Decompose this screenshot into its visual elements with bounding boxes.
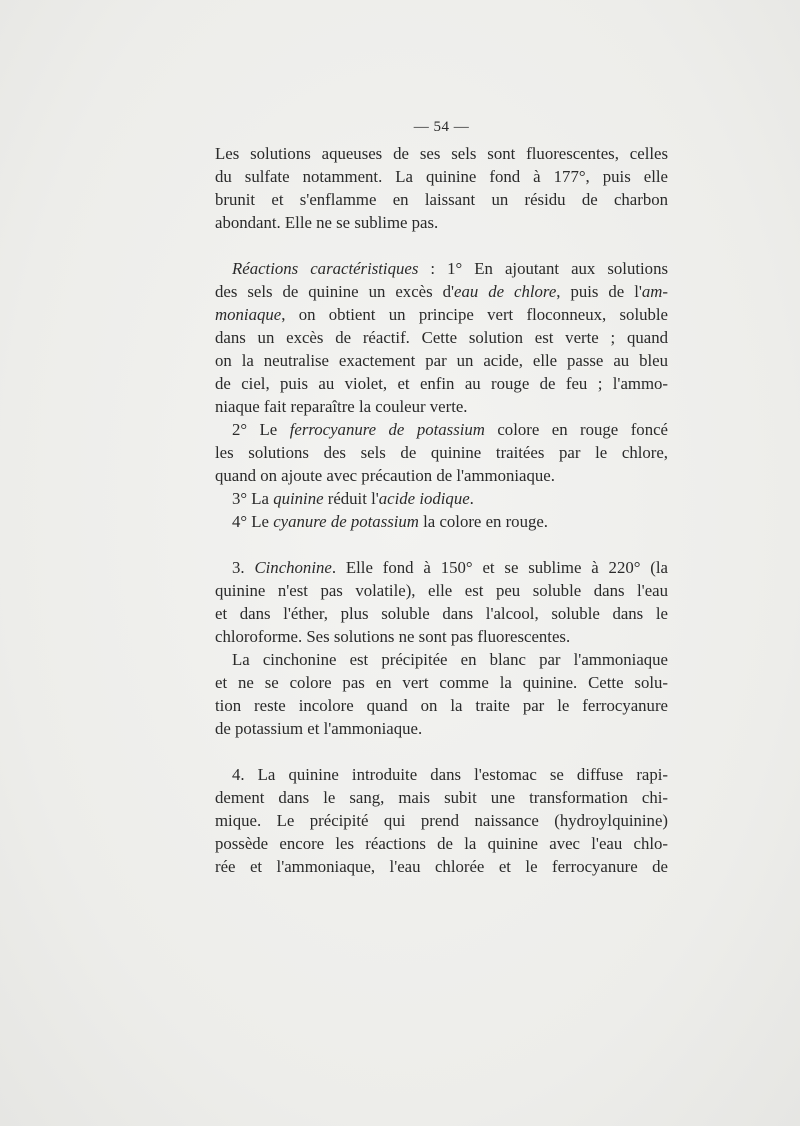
text-line bbox=[215, 303, 668, 326]
text-segment: 3° La bbox=[232, 489, 274, 508]
text-line: mique. Le précipité qui prend naissance (hydroylquinine) bbox=[215, 811, 668, 830]
text-line: quand on ajoute avec précaution de l'ammoniaque. bbox=[215, 466, 555, 485]
text-line: abondant. Elle ne se sublime pas. bbox=[215, 213, 439, 232]
paragraph-item-4 bbox=[215, 510, 668, 533]
paragraph-item-2 bbox=[215, 418, 668, 487]
text-line: de potassium et l'ammoniaque. bbox=[215, 719, 423, 738]
text-line bbox=[215, 280, 668, 303]
text-segment: . Elle fond à 150° et se sublime à 220° (la bbox=[331, 558, 668, 577]
text-line: quinine n'est pas volatile), elle est peu soluble dans l'eau bbox=[215, 581, 668, 600]
text-segment: 4° Le bbox=[232, 512, 274, 531]
italic-text: eau de chlore bbox=[454, 282, 557, 301]
text-line bbox=[215, 487, 668, 510]
italic-text: ferrocyanure de potassium bbox=[289, 420, 485, 439]
paragraph bbox=[215, 763, 668, 878]
section-continuation bbox=[215, 142, 668, 234]
italic-text: cyanure de potassium bbox=[273, 512, 419, 531]
text-line: niaque fait reparaître la couleur verte. bbox=[215, 397, 468, 416]
text-line: 4. La quinine introduite dans l'estomac se diffuse rapi- bbox=[232, 765, 668, 784]
text-segment: . bbox=[469, 489, 474, 508]
section-cinchonine bbox=[215, 556, 668, 740]
text-line: chloroforme. Ses solutions ne sont pas fluorescentes. bbox=[215, 627, 571, 646]
text-line: rée et l'ammoniaque, l'eau chlorée et le ferrocyanure de bbox=[215, 857, 668, 876]
text-segment: , puis de l' bbox=[556, 282, 642, 301]
italic-text: acide iodique bbox=[378, 489, 470, 508]
italic-text: moniaque bbox=[215, 305, 282, 324]
paragraph-item-3 bbox=[215, 487, 668, 510]
text-line: possède encore les réactions de la quinine avec l'eau chlo- bbox=[215, 834, 668, 853]
text-segment: , on obtient un principe vert floconneux, soluble bbox=[281, 305, 668, 324]
paragraph bbox=[215, 648, 668, 740]
italic-text: am- bbox=[641, 282, 668, 301]
page-body bbox=[215, 142, 668, 878]
text-line: brunit et s'enflamme en laissant un résidu de charbon bbox=[215, 190, 668, 209]
italic-heading: Réactions caractéristiques bbox=[232, 259, 419, 278]
text-line: La cinchonine est précipitée en blanc par l'ammoniaque bbox=[232, 650, 668, 669]
text-line bbox=[215, 418, 668, 441]
italic-text: quinine bbox=[273, 489, 324, 508]
text-line bbox=[215, 257, 668, 280]
text-line: de ciel, puis au violet, et enfin au rouge de feu ; l'ammo- bbox=[215, 374, 668, 393]
text-segment: colore en rouge foncé bbox=[484, 420, 668, 439]
text-line: dement dans le sang, mais subit une transformation chi- bbox=[215, 788, 668, 807]
text-line: les solutions des sels de quinine traitées par le chlore, bbox=[215, 443, 668, 462]
text-line: du sulfate notamment. La quinine fond à 177°, puis elle bbox=[215, 167, 668, 186]
italic-heading: Cinchonine bbox=[254, 558, 332, 577]
text-line: tion reste incolore quand on la traite par le ferrocyanure bbox=[215, 696, 668, 715]
text-segment: réduit l' bbox=[323, 489, 379, 508]
text-line: et dans l'éther, plus soluble dans l'alcool, soluble dans le bbox=[215, 604, 668, 623]
text-line: dans un excès de réactif. Cette solution est verte ; quand bbox=[215, 328, 668, 347]
text-segment: 2° Le bbox=[232, 420, 290, 439]
paragraph bbox=[215, 257, 668, 418]
text-line bbox=[215, 510, 668, 533]
paragraph bbox=[215, 142, 668, 234]
text-segment: 3. bbox=[232, 558, 255, 577]
text-line: et ne se colore pas en vert comme la quinine. Cette solu- bbox=[215, 673, 668, 692]
page-number: — 54 — bbox=[413, 119, 470, 135]
text-line bbox=[215, 556, 668, 579]
text-line: Les solutions aqueuses de ses sels sont fluorescentes, celles bbox=[215, 144, 668, 163]
section-quinine-estomac bbox=[215, 763, 668, 878]
section-reactions bbox=[215, 257, 668, 533]
paragraph bbox=[215, 556, 668, 648]
text-line: on la neutralise exactement par un acide, elle passe au bleu bbox=[215, 351, 668, 370]
text-segment: la colore en rouge. bbox=[418, 512, 549, 531]
text-segment: : 1° En ajoutant aux solutions bbox=[418, 259, 668, 278]
text-segment: des sels de quinine un excès d' bbox=[215, 282, 455, 301]
